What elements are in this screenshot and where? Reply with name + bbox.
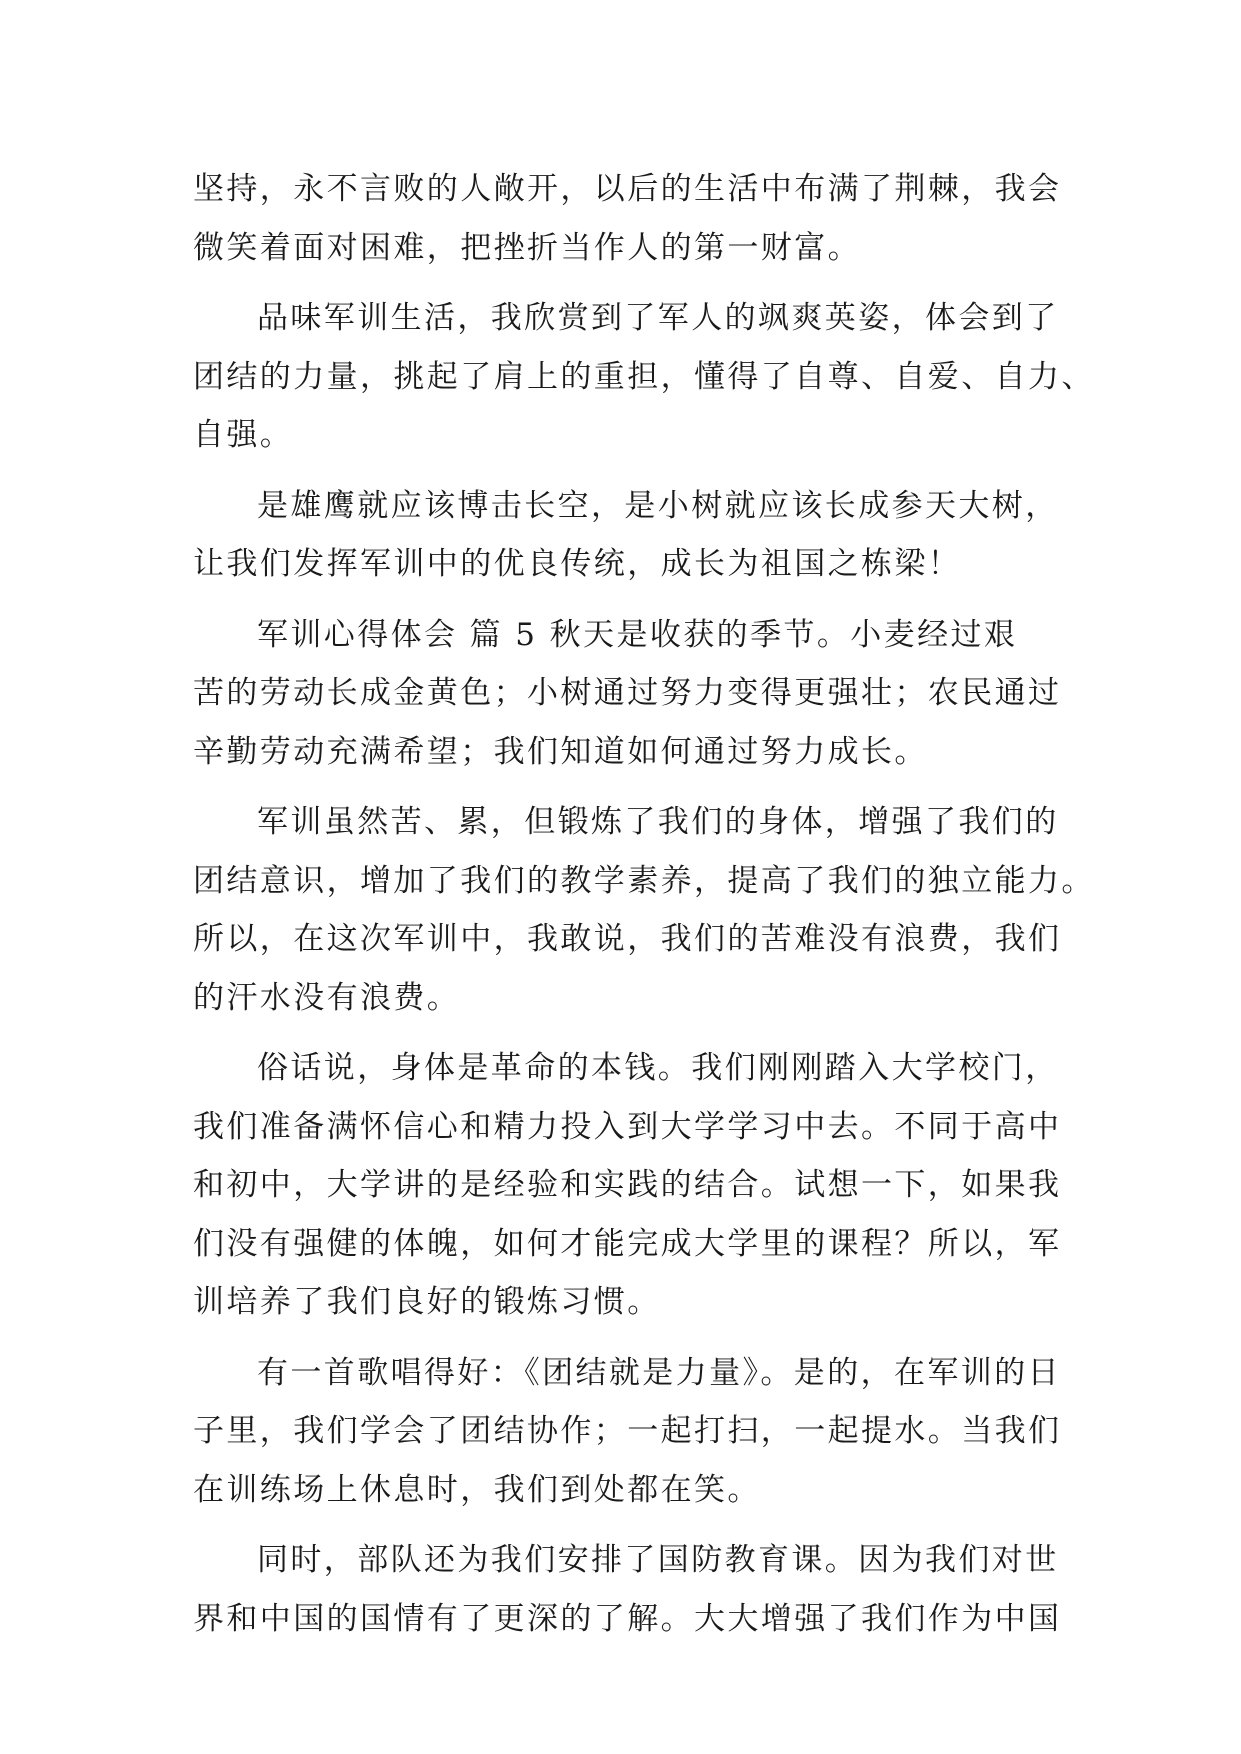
text-line: 和初中，大学讲的是经验和实践的结合。试想一下，如果我 <box>193 1167 1062 1203</box>
text-line: 军训虽然苦、累，但锻炼了我们的身体，增强了我们的 <box>257 804 1059 840</box>
text-line: 品味军训生活，我欣赏到了军人的飒爽英姿，体会到了 <box>257 300 1059 336</box>
text-line: 界和中国的国情有了更深的了解。大大增强了我们作为中国 <box>193 1600 1062 1637</box>
text-line: 子里，我们学会了团结协作；一起打扫，一起提水。当我们 <box>193 1413 1062 1449</box>
text-line: 军训心得体会 篇 5 秋天是收获的季节。小麦经过艰 <box>257 616 1018 653</box>
paragraph-gap <box>193 465 1063 477</box>
text-line: 在训练场上休息时，我们到处都在笑。 <box>193 1471 761 1508</box>
text-line: 们没有强健的体魄，如何才能完成大学里的课程？所以，军 <box>193 1225 1062 1262</box>
text-line: 坚持，永不言败的人敞开，以后的生活中布满了荆棘，我会 <box>193 171 1062 207</box>
paragraph-gap <box>193 594 1063 606</box>
text-line: 俗话说，身体是革命的本钱。我们刚刚踏入大学校门， <box>257 1050 1059 1086</box>
document-body <box>193 160 1095 1648</box>
text-line: 训培养了我们良好的锻炼习惯。 <box>193 1284 661 1320</box>
text-line: 是雄鹰就应该博击长空，是小树就应该长成参天大树， <box>257 487 1059 524</box>
paragraph-gap <box>193 1519 1063 1531</box>
text-line: 我们准备满怀信心和精力投入到大学学习中去。不同于高中 <box>193 1108 1062 1145</box>
paragraph-gap <box>193 1332 1063 1344</box>
text-line: 苦的劳动长成金黄色；小树通过努力变得更强壮；农民通过 <box>193 675 1062 711</box>
paragraph-gap <box>193 1027 1063 1039</box>
paragraph-gap <box>193 277 1063 289</box>
text-line: 团结意识，增加了我们的教学素养，提高了我们的独立能力。 <box>193 862 1095 899</box>
text-line: 的汗水没有浪费。 <box>193 979 461 1016</box>
text-line: 所以，在这次军训中，我敢说，我们的苦难没有浪费，我们 <box>193 921 1062 957</box>
text-line: 微笑着面对困难，把挫折当作人的第一财富。 <box>193 229 861 266</box>
text-line: 有一首歌唱得好：《团结就是力量》。是的，在军训的日 <box>257 1354 1061 1391</box>
text-line: 同时，部队还为我们安排了国防教育课。因为我们对世 <box>257 1542 1059 1578</box>
paragraph-gap <box>193 781 1063 793</box>
text-line: 让我们发挥军训中的优良传统，成长为祖国之栋梁！ <box>193 546 962 582</box>
text-line: 自强。 <box>193 417 294 453</box>
text-line: 辛勤劳动充满希望；我们知道如何通过努力成长。 <box>193 733 928 770</box>
text-line: 团结的力量，挑起了肩上的重担，懂得了自尊、自爱、自力、 <box>193 358 1095 395</box>
